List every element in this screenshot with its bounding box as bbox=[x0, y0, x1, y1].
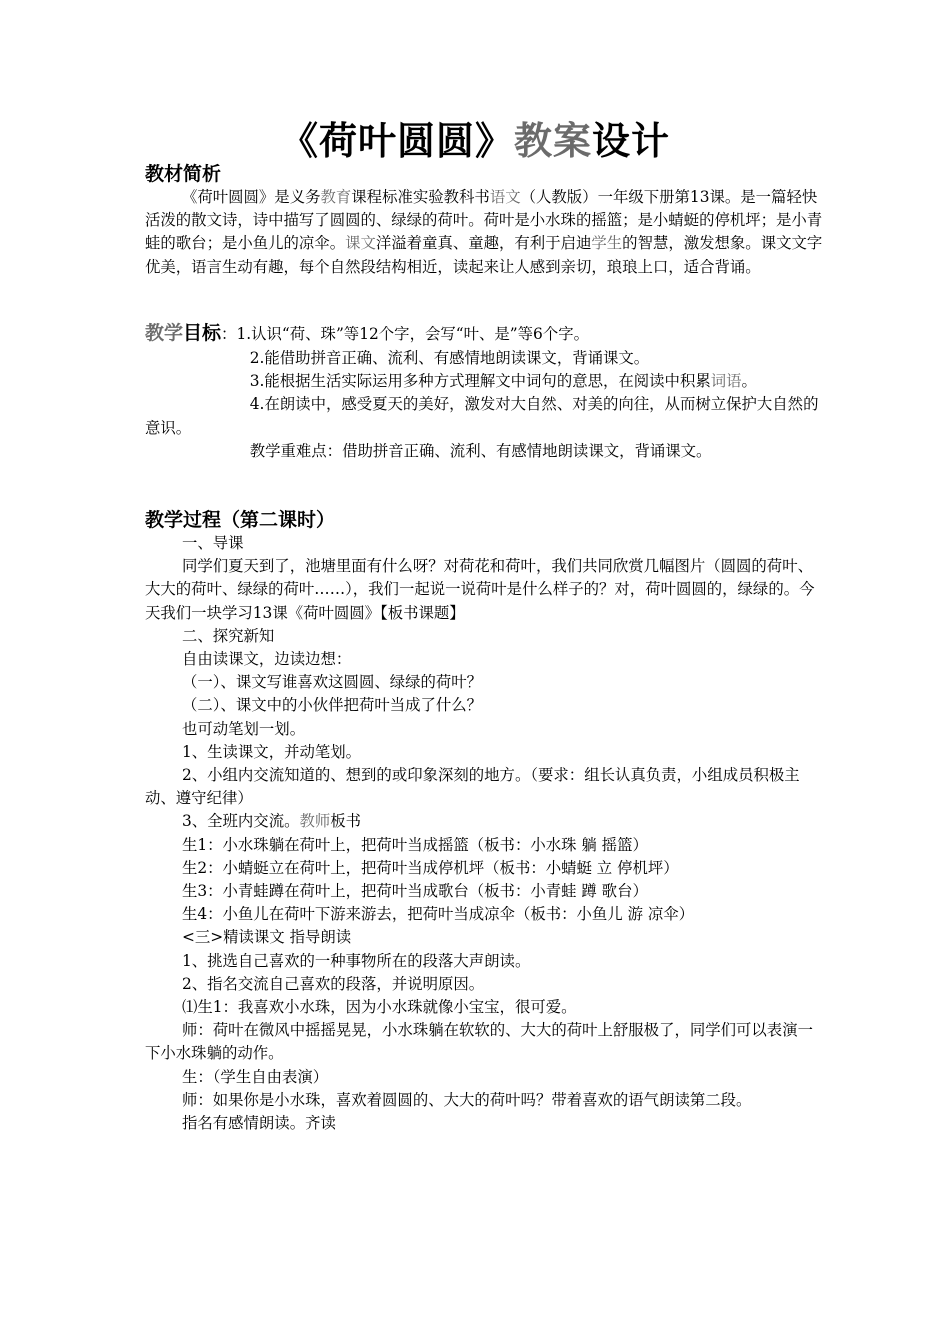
heading-material-analysis: 教材简析 bbox=[145, 163, 222, 185]
objectives-heading-line: 教学目标：1.认识“荷、珠”等12个字，会写“叶、是”等6个字。 bbox=[145, 322, 590, 344]
process-line: 生1：小水珠躺在荷叶上，把荷叶当成摇篮（板书：小水珠 躺 摇篮） bbox=[181, 835, 648, 854]
heading-objectives-b: 目标 bbox=[183, 322, 222, 344]
process-line: 生3：小青蛙蹲在荷叶上，把荷叶当成歌台（板书：小青蛙 蹲 歌台） bbox=[181, 882, 648, 901]
process-line: 生4：小鱼儿在荷叶下游来游去，把荷叶当成凉伞（板书：小鱼儿 游 凉伞） bbox=[181, 905, 695, 924]
process-line: 2、指名交流自己喜欢的段落，并说明原因。 bbox=[181, 974, 485, 993]
document-title bbox=[0, 118, 950, 164]
objective-3: 3.能根据生活实际运用多种方式理解文中词句的意思，在阅读中积累词语。 bbox=[249, 372, 757, 391]
title-main: 《荷叶圆圆》 bbox=[279, 118, 514, 163]
title-suffix: 设计 bbox=[592, 118, 671, 163]
process-line: 同学们夏天到了，池塘里面有什么呀？对荷花和荷叶，我们共同欣赏几幅图片（圆圆的荷叶、大大的荷叶、绿绿的荷叶……），我们一起说一说荷叶是什么样子的？对，荷叶圆圆的，绿绿的。今天我们一块学习13课《荷叶圆圆》【板书课题】 bbox=[145, 557, 815, 622]
teaching-process-body bbox=[145, 532, 825, 1135]
title-highlight: 教案 bbox=[513, 118, 592, 163]
heading-objectives-a: 教学 bbox=[145, 322, 184, 344]
objective-4: 4.在朗读中，感受夏天的美好，激发对大自然、对美的向往，从而树立保护大自然的意识。 bbox=[145, 395, 819, 437]
process-line: 生2：小蜻蜓立在荷叶上，把荷叶当成停机坪（板书：小蜻蜓 立 停机坪） bbox=[181, 858, 679, 877]
process-line: 生：（学生自由表演） bbox=[181, 1067, 329, 1086]
objective-1: 1.认识“荷、珠”等12个字，会写“叶、是”等6个字。 bbox=[236, 325, 590, 343]
material-analysis-paragraph: 《荷叶圆圆》是义务教育课程标准实验教科书语文（人教版）一年级下册第13课。是一篇轻快活泼的散文诗，诗中描写了圆圆的、绿绿的荷叶。荷叶是小水珠的摇篮；是小蜻蜓的停机坪；是小青蛙的歌台；是小鱼儿的凉伞。课文洋溢着童真、童趣，有利于启迪学生的智慧，激发想象。课文文字优美，语言生动有趣，每个自然段结构相近，读起来让人感到亲切，琅琅上口，适合背诵。 bbox=[145, 188, 823, 276]
heading-teaching-process: 教学过程（第二课时） bbox=[145, 509, 336, 531]
process-line: ⑴生1：我喜欢小水珠，因为小水珠就像小宝宝，很可爱。 bbox=[181, 998, 577, 1017]
process-line: 自由读课文，边读边想： bbox=[181, 650, 352, 669]
process-line: （二）、课文中的小伙伴把荷叶当成了什么？ bbox=[181, 696, 483, 715]
objectives-list bbox=[145, 347, 825, 463]
process-line: 师：荷叶在微风中摇摇晃晃，小水珠躺在软软的、大大的荷叶上舒服极了，同学们可以表演一下小水珠躺的动作。 bbox=[145, 1021, 813, 1063]
process-line: 1、生读课文，并动笔划。 bbox=[181, 742, 362, 761]
process-line: （一）、课文写谁喜欢这圆圆、绿绿的荷叶？ bbox=[181, 673, 483, 692]
process-line: 一、导课 bbox=[181, 534, 244, 552]
process-line: 指名有感情朗读。齐读 bbox=[181, 1114, 336, 1133]
key-difficulty: 教学重难点：借助拼音正确、流利、有感情地朗读课文，背诵课文。 bbox=[249, 441, 712, 460]
objective-2: 2.能借助拼音正确、流利、有感情地朗读课文，背诵课文。 bbox=[249, 349, 650, 367]
process-line: <三>精读课文 指导朗读 bbox=[181, 928, 352, 947]
process-line: 2、小组内交流知道的、想到的或印象深刻的地方。（要求：组长认真负责，小组成员积极主动、遵守纪律） bbox=[145, 766, 800, 808]
process-line: 师：如果你是小水珠，喜欢着圆圆的、大大的荷叶吗？带着喜欢的语气朗读第二段。 bbox=[181, 1090, 752, 1109]
process-line: 二、探究新知 bbox=[181, 626, 275, 645]
process-line: 3、全班内交流。教师板书 bbox=[181, 812, 362, 831]
process-line: 1、挑选自己喜欢的一种事物所在的段落大声朗读。 bbox=[181, 951, 531, 970]
process-line: 也可动笔划一划。 bbox=[181, 719, 306, 738]
